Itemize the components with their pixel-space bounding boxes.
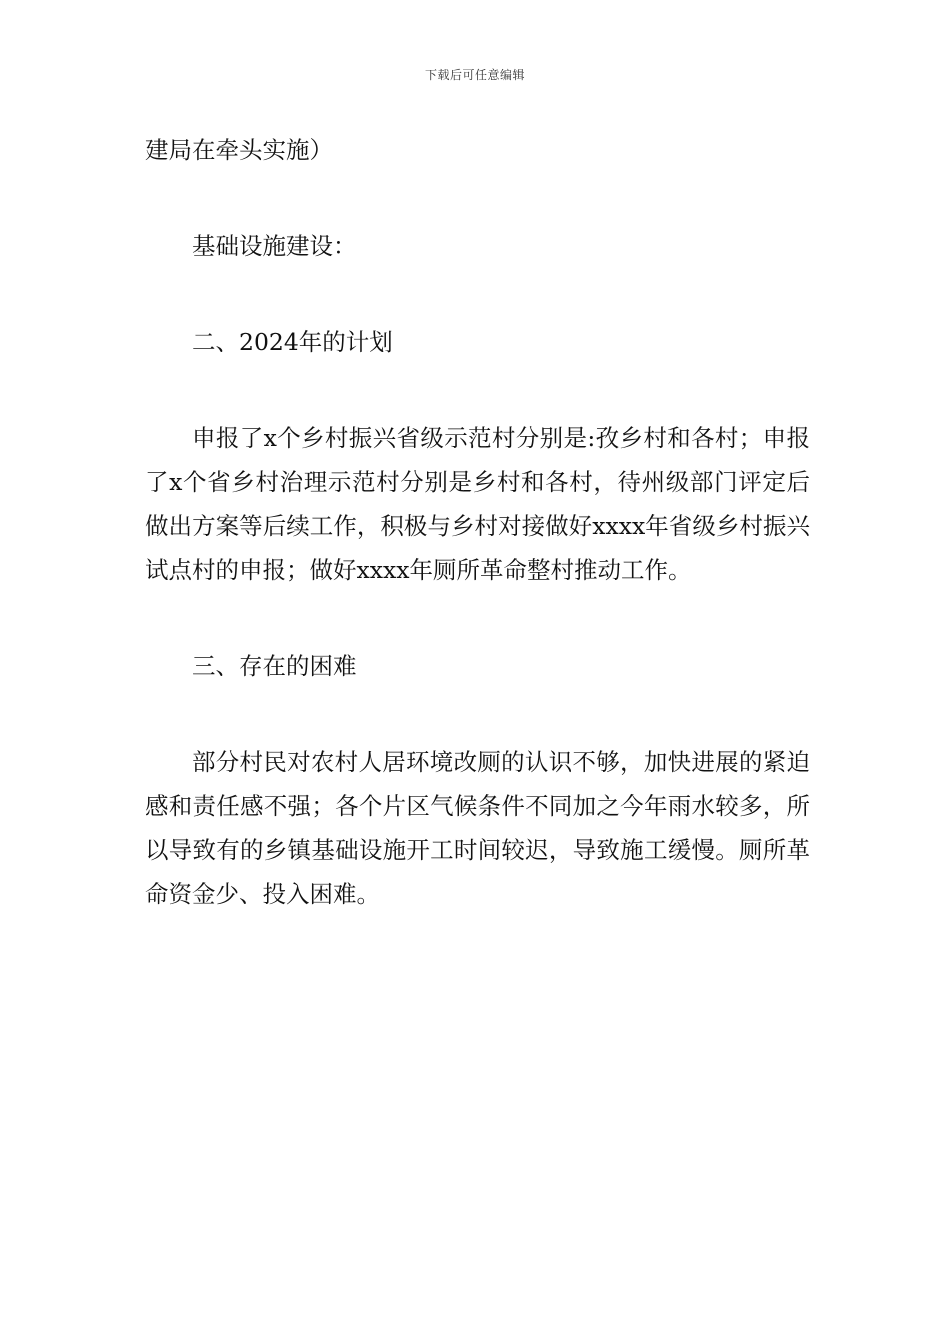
paragraph-plan-details: 申报了x个乡村振兴省级示范村分别是:孜乡村和各村；申报了x个省乡村治理示范村分别是乡村和各村，待州级部门评定后做出方案等后续工作，积极与乡村对接做好xxxx年省级乡村振兴试点村的申报；做好xxxx年厕所革命整村推动工作。 bbox=[145, 424, 810, 584]
paragraph-continuation: 建局在牵头实施） bbox=[145, 136, 333, 164]
section-heading-difficulties: 三、存在的困难 bbox=[192, 652, 357, 680]
section-heading-plan: 二、2024年的计划 bbox=[192, 328, 393, 356]
document-body bbox=[145, 128, 810, 916]
page-header-note: 下载后可任意编辑 bbox=[424, 68, 525, 82]
paragraph-difficulties-details: 部分村民对农村人居环境改厕的认识不够，加快进展的紧迫感和责任感不强；各个片区气候条件不同加之今年雨水较多，所以导致有的乡镇基础设施开工时间较迟，导致施工缓慢。厕所革命资金少、投入困难。 bbox=[145, 748, 810, 908]
paragraph-infrastructure-heading: 基础设施建设： bbox=[192, 232, 357, 260]
